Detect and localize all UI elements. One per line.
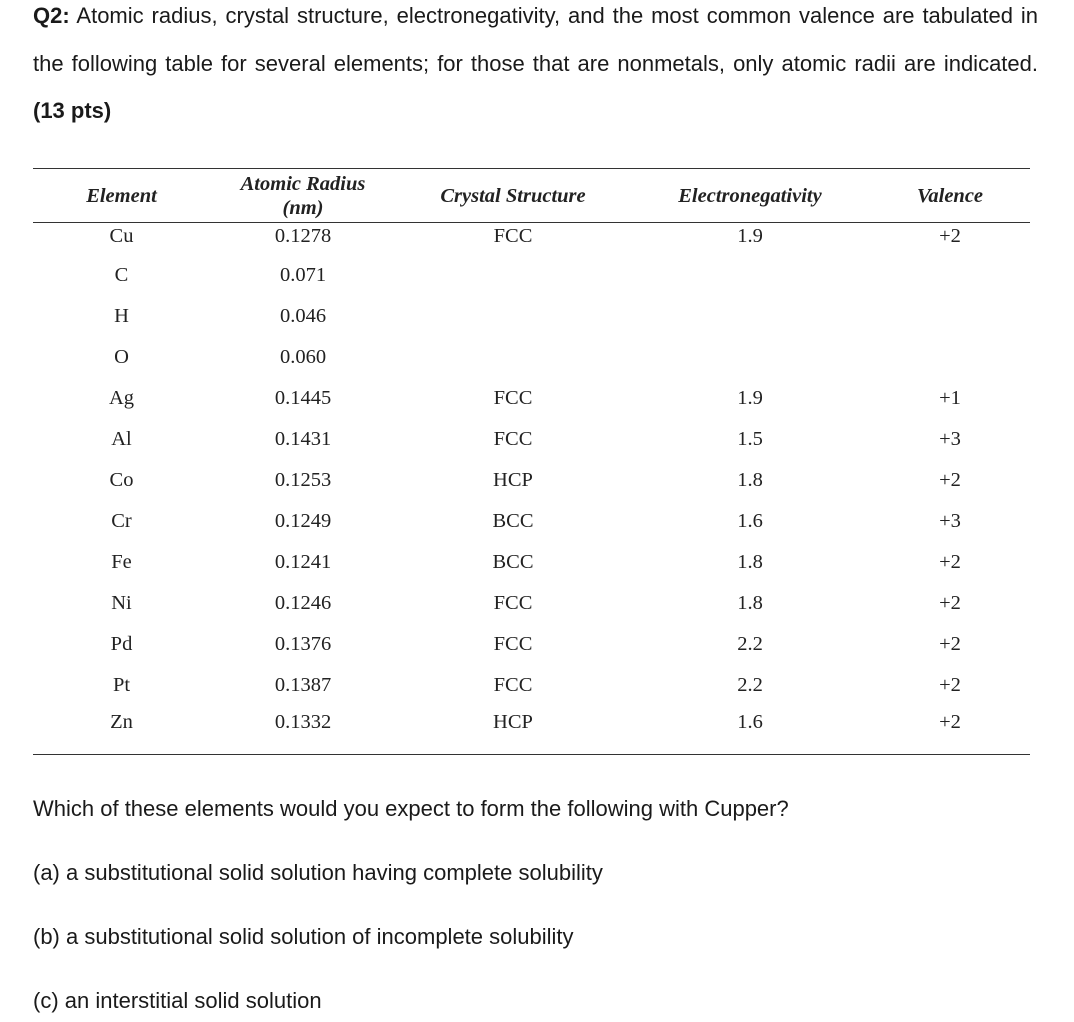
header-atomic-radius-line2: (nm)	[282, 197, 324, 219]
cell-electronegativity: 1.5	[737, 427, 763, 450]
table-row	[33, 459, 1030, 500]
table-row	[33, 582, 1030, 623]
header-atomic-radius	[210, 169, 396, 223]
cell-valence: +3	[939, 509, 961, 532]
header-element: Element	[33, 169, 210, 223]
cell-atomic-radius: 0.1332	[274, 711, 332, 733]
question-text: Atomic radius, crystal structure, electronegativity, and the most common valence are tabulated in the following table for several elements; for those that are nonmetals, only atomic radii are indicated.	[33, 3, 1039, 76]
table-body	[33, 223, 1030, 755]
cell-crystal-structure: FCC	[493, 225, 533, 247]
cell-atomic-radius: 0.046	[279, 304, 327, 327]
cell-electronegativity: 1.8	[737, 468, 763, 491]
cell-electronegativity: 1.9	[737, 225, 763, 247]
cell-valence: +1	[939, 386, 961, 409]
cell-valence: +2	[939, 225, 961, 247]
cell-crystal-structure: FCC	[493, 673, 533, 696]
cell-atomic-radius: 0.1431	[274, 427, 332, 450]
header-atomic-radius-line1: Atomic Radius	[240, 173, 366, 195]
cell-crystal-structure: FCC	[493, 386, 533, 409]
question-part-b: (b) a substitutional solid solution of incomplete solubility	[33, 924, 574, 949]
cell-electronegativity: 1.8	[737, 550, 763, 573]
table-row	[33, 223, 1030, 255]
cell-element: H	[114, 304, 129, 327]
cell-element: Zn	[110, 711, 133, 733]
question-part-a: (a) a substitutional solid solution having complete solubility	[33, 860, 603, 885]
header-electronegativity: Electronegativity	[630, 169, 870, 223]
cell-element: Pd	[110, 632, 133, 655]
cell-valence: +2	[939, 632, 961, 655]
question-label: Q2:	[33, 3, 70, 28]
cell-atomic-radius: 0.1387	[274, 673, 332, 696]
cell-element: Al	[111, 427, 132, 450]
cell-atomic-radius: 0.1376	[274, 632, 332, 655]
cell-valence	[870, 295, 1030, 336]
table-row	[33, 336, 1030, 377]
cell-crystal-structure	[396, 336, 630, 377]
cell-crystal-structure: FCC	[493, 427, 533, 450]
cell-electronegativity	[630, 254, 870, 295]
header-valence: Valence	[870, 169, 1030, 223]
cell-element: O	[114, 345, 129, 368]
cell-element: C	[114, 263, 129, 286]
cell-atomic-radius: 0.1253	[274, 468, 332, 491]
cell-element: Cr	[111, 509, 132, 532]
cell-crystal-structure: HCP	[493, 711, 533, 733]
question-points: (13 pts)	[33, 98, 112, 123]
cell-valence: +2	[939, 591, 961, 614]
cell-electronegativity: 1.9	[737, 386, 763, 409]
cell-valence: +2	[939, 550, 961, 573]
cell-atomic-radius: 0.1278	[274, 225, 332, 247]
cell-valence: +3	[939, 427, 961, 450]
cell-atomic-radius: 0.071	[279, 263, 327, 286]
cell-valence	[870, 336, 1030, 377]
cell-valence	[870, 254, 1030, 295]
cell-electronegativity: 1.8	[737, 591, 763, 614]
elements-table-container	[33, 168, 1030, 755]
cell-crystal-structure: HCP	[493, 468, 533, 491]
cell-atomic-radius: 0.1445	[274, 386, 332, 409]
cell-atomic-radius: 0.1249	[274, 509, 332, 532]
elements-table	[33, 169, 1030, 754]
table-row	[33, 295, 1030, 336]
cell-valence: +2	[939, 468, 961, 491]
table-row	[33, 664, 1030, 705]
cell-atomic-radius: 0.1241	[274, 550, 332, 573]
cell-element: Ag	[108, 386, 135, 409]
question-part-c: (c) an interstitial solid solution	[33, 988, 322, 1013]
cell-electronegativity	[630, 336, 870, 377]
cell-electronegativity: 2.2	[737, 632, 763, 655]
cell-crystal-structure: FCC	[493, 591, 533, 614]
table-row	[33, 254, 1030, 295]
cell-element: Ni	[111, 591, 132, 614]
cell-atomic-radius: 0.1246	[274, 591, 332, 614]
cell-crystal-structure	[396, 295, 630, 336]
cell-element: Pt	[112, 673, 131, 696]
cell-electronegativity: 1.6	[737, 711, 763, 733]
cell-crystal-structure: BCC	[492, 550, 534, 573]
cell-element: Cu	[109, 225, 134, 247]
cell-crystal-structure: FCC	[493, 632, 533, 655]
cell-atomic-radius: 0.060	[279, 345, 327, 368]
header-crystal-structure: Crystal Structure	[396, 169, 630, 223]
question-intro	[33, 0, 1038, 135]
questions-prompt: Which of these elements would you expect to form the following with Cupper?	[33, 796, 789, 821]
cell-element: Fe	[111, 550, 132, 573]
table-row	[33, 541, 1030, 582]
table-row	[33, 705, 1030, 754]
cell-valence: +2	[939, 673, 961, 696]
cell-element: Co	[109, 468, 134, 491]
table-row	[33, 500, 1030, 541]
table-header-row	[33, 169, 1030, 223]
table-row	[33, 377, 1030, 418]
cell-crystal-structure	[396, 254, 630, 295]
table-row	[33, 418, 1030, 459]
cell-valence: +2	[939, 711, 961, 733]
table-row	[33, 623, 1030, 664]
cell-crystal-structure: BCC	[492, 509, 534, 532]
cell-electronegativity: 1.6	[737, 509, 763, 532]
cell-electronegativity: 2.2	[737, 673, 763, 696]
cell-electronegativity	[630, 295, 870, 336]
